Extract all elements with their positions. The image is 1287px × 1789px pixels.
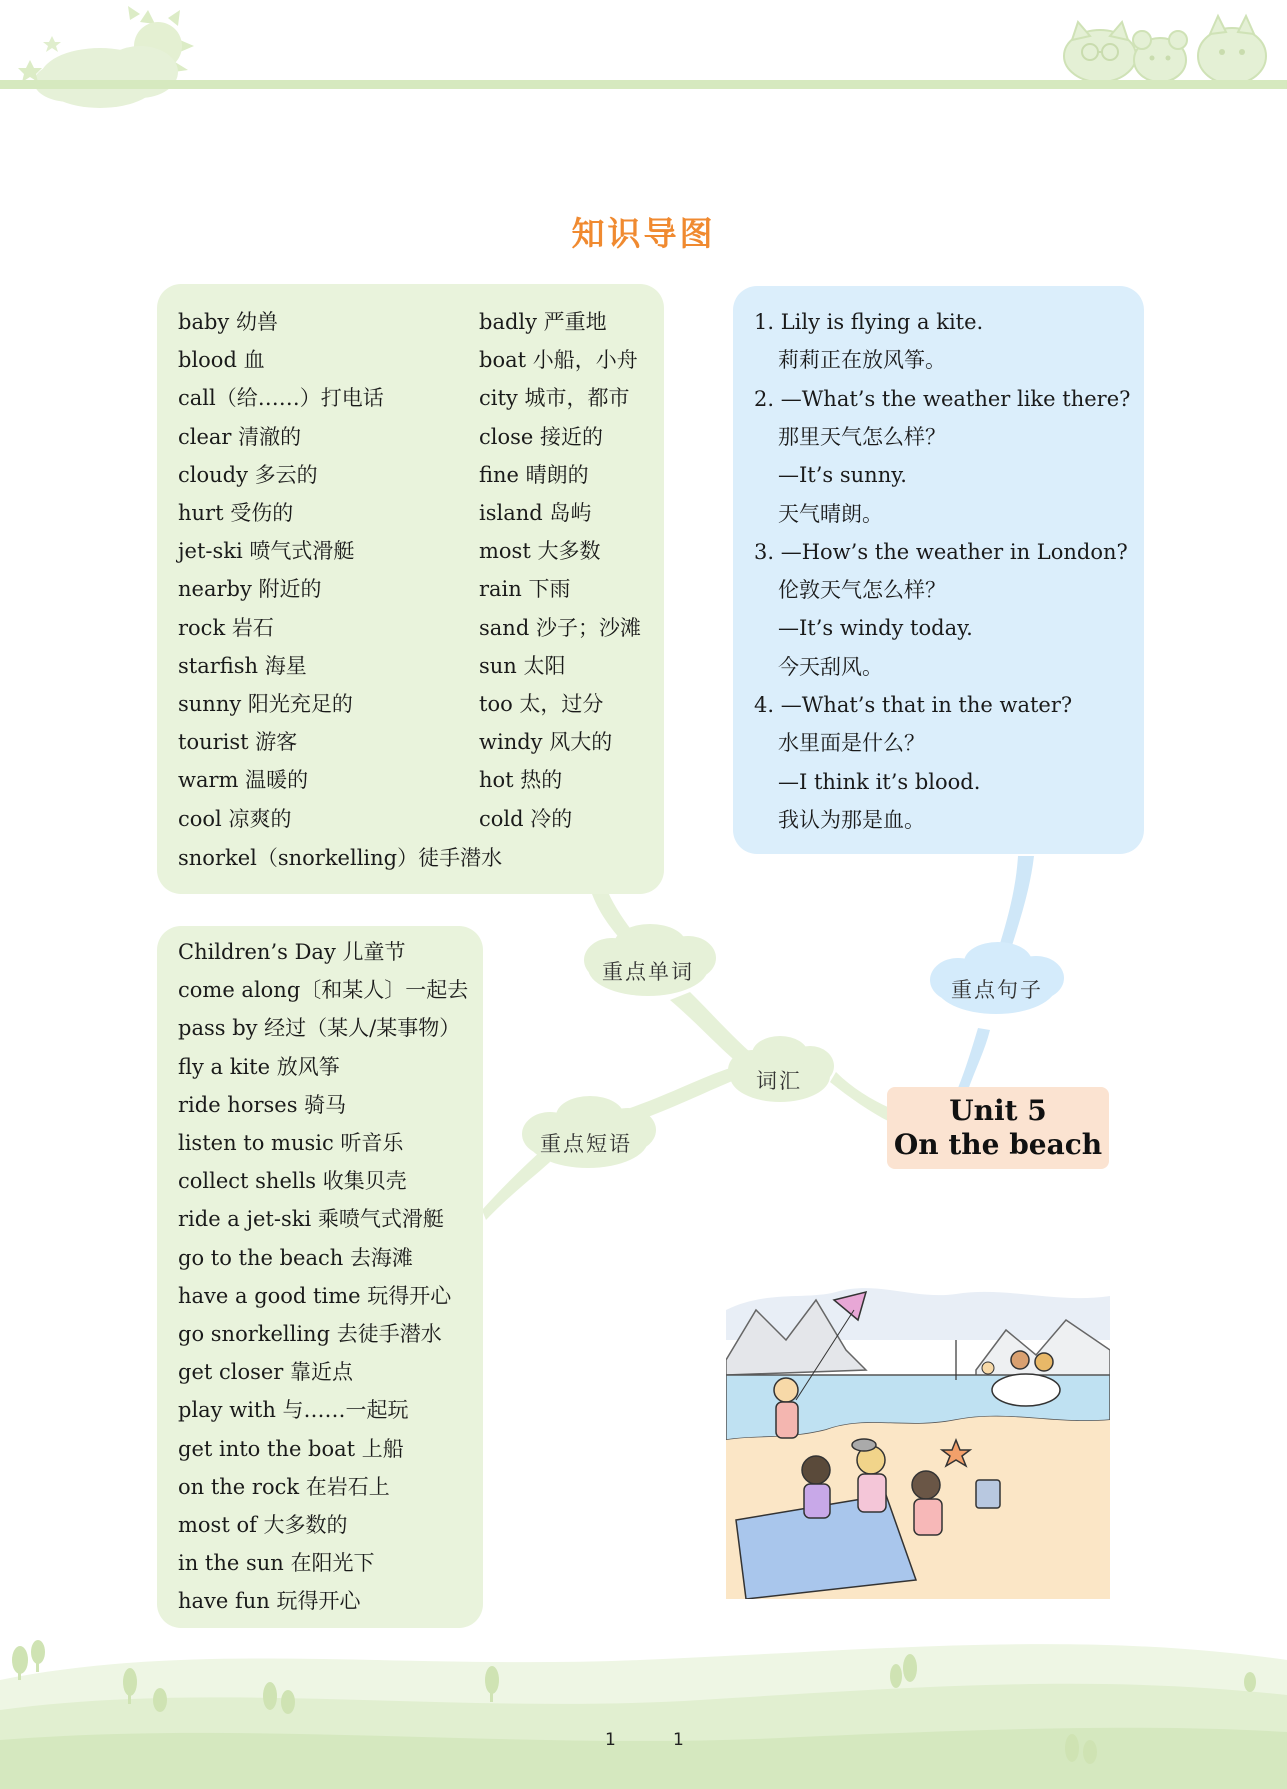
vocab-item: too 太，过分 [479,692,604,716]
vocab-item: rock 岩石 [178,615,274,640]
vocab-item: jet-ski 喷气式滑艇 [178,539,355,564]
vocab-item: cold 冷的 [479,806,573,831]
vocab-item: sand 沙子；沙滩 [479,615,641,640]
sentence-line: 我认为那是血。 [778,807,925,832]
vocab-item: sunny 阳光充足的 [178,692,353,716]
phrase-item: ride a jet-ski 乘喷气式滑艇 [178,1207,444,1232]
phrase-item: get closer 靠近点 [178,1360,354,1385]
vocab-item: city 城市，都市 [479,386,630,411]
vocab-item: most 大多数 [479,539,601,564]
vocab-item: warm 温暖的 [178,768,309,793]
unit-name: On the beach [893,1128,1103,1161]
vocab-item: starfish 海星 [178,653,307,678]
sentence-line: 水里面是什么？ [778,731,925,756]
unit-title-box [887,1087,1109,1169]
sentence-line: 那里天气怎么样？ [778,424,946,449]
phrase-item: go to the beach 去海滩 [178,1245,413,1270]
page-number-right: 1 [673,1730,684,1750]
sentence-line: 天气晴朗。 [778,501,883,526]
vocab-item: sun 太阳 [479,653,566,678]
cloud-label-key-words: 重点单词 [602,960,694,984]
vocab-item: cloudy 多云的 [178,462,318,487]
phrase-item: play with 与……一起玩 [178,1398,409,1423]
vocab-item: clear 清澈的 [178,424,302,449]
page-number-left: 1 [605,1730,616,1750]
vocab-item: nearby 附近的 [178,577,322,602]
vocab-item: fine 晴朗的 [479,462,589,487]
beach-illustration [726,1280,1110,1599]
vocab-last-item: snorkel（snorkelling）徒手潜水 [178,846,503,870]
phrase-item: have fun 玩得开心 [178,1589,361,1614]
vocab-item: rain 下雨 [479,577,571,602]
vocab-item: cool 凉爽的 [178,806,292,831]
sentence-line: 1. Lily is flying a kite. [754,310,984,334]
phrase-item: collect shells 收集贝壳 [178,1169,407,1194]
phrase-item: on the rock 在岩石上 [178,1474,390,1499]
sentence-line: 莉莉正在放风筝。 [778,348,946,373]
sentence-line: —It’s windy today. [778,616,973,641]
sentence-line: 今天刮风。 [778,654,883,679]
vocab-item: call（给……）打电话 [178,386,384,411]
phrase-item: Children’s Day 儿童节 [178,940,406,964]
phrase-item: listen to music 听音乐 [178,1131,404,1155]
phrase-item: come along〔和某人〕一起去 [178,978,469,1003]
sentence-line: 2. —What’s the weather like there? [754,386,1131,411]
phrase-item: get into the boat 上船 [178,1436,404,1461]
page-title: 知识导图 [571,214,716,253]
vocab-item: close 接近的 [479,424,604,449]
cloud-label-key-phrases: 重点短语 [540,1132,632,1156]
phrase-item: go snorkelling 去徒手潜水 [178,1322,442,1346]
phrase-item: most of 大多数的 [178,1513,348,1537]
vocab-item: boat 小船，小舟 [479,348,638,373]
vocab-item: windy 风大的 [479,730,613,755]
vocab-item: hurt 受伤的 [178,501,294,525]
phrase-item: fly a kite 放风筝 [178,1054,340,1079]
footer-hills-decoration [0,1620,1287,1789]
cloud-label-vocab: 词汇 [756,1069,802,1093]
unit-number: Unit 5 [949,1094,1047,1127]
sentence-line: 3. —How’s the weather in London? [754,539,1128,564]
vocab-item: hot 热的 [479,768,563,793]
sentence-line: —It’s sunny. [778,463,907,488]
vocab-item: blood 血 [178,348,265,373]
vocab-item: baby 幼兽 [178,310,278,334]
phrase-item: have a good time 玩得开心 [178,1283,452,1308]
sentence-line: 4. —What’s that in the water? [754,693,1073,717]
cloud-label-key-sentences: 重点句子 [951,978,1043,1002]
vocab-item: badly 严重地 [479,310,607,334]
sentence-line: —I think it’s blood. [778,769,981,794]
vocab-item: island 岛屿 [479,501,592,525]
phrase-item: pass by 经过（某人/某事物） [178,1016,461,1041]
vocab-item: tourist 游客 [178,730,298,755]
phrase-item: ride horses 骑马 [178,1092,347,1117]
phrase-item: in the sun 在阳光下 [178,1551,375,1576]
sentence-line: 伦敦天气怎么样？ [778,578,946,603]
